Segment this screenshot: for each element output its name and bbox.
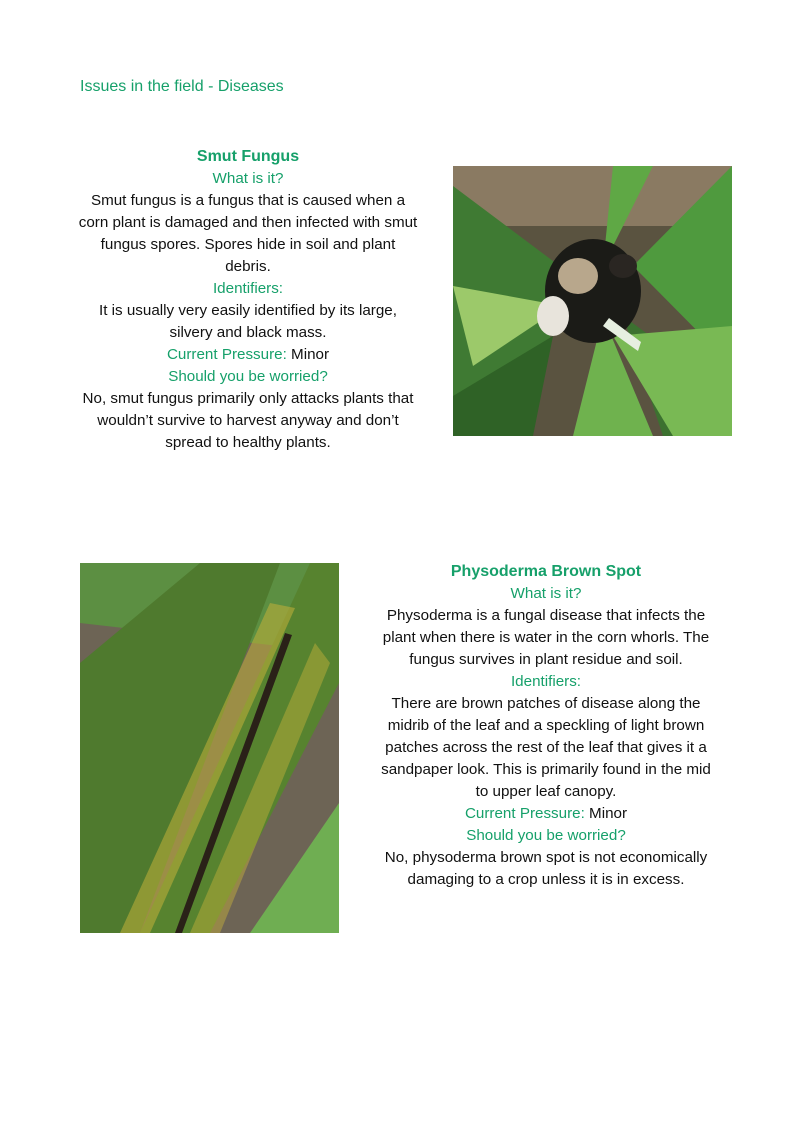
- physoderma-brown-spot-photo: [80, 563, 339, 933]
- current-pressure-label: Current Pressure:: [464, 805, 585, 822]
- worried-text: No, smut fungus primarily only attacks plants that wouldn’t survive to harvest anyway and don’t spread to healthy plants.: [82, 390, 414, 451]
- current-pressure-line: [78, 344, 418, 366]
- worried-text: No, physoderma brown spot is not economically damaging to a crop unless it is in excess.: [384, 849, 708, 888]
- identifiers-label: Identifiers:: [212, 280, 284, 297]
- what-is-it-text: Physoderma is a fungal disease that infects the plant when there is water in the corn whorls. The fungus survives in plant residue and soil.: [382, 607, 710, 668]
- what-is-it-label: What is it?: [212, 170, 284, 187]
- what-is-it-text: Smut fungus is a fungus that is caused when a corn plant is damaged and then infected with smut fungus spores. Spores hide in soil and plant debris.: [78, 192, 418, 275]
- current-pressure-label: Current Pressure:: [166, 346, 287, 363]
- current-pressure-value: Minor: [291, 346, 330, 363]
- section-heading: Smut Fungus: [196, 148, 300, 165]
- smut-fungus-photo: [453, 166, 732, 436]
- worried-label: Should you be worried?: [466, 827, 626, 844]
- page-title: Issues in the field - Diseases: [80, 78, 284, 95]
- identifiers-label: Identifiers:: [510, 673, 582, 690]
- current-pressure-line: [376, 803, 716, 825]
- smut-fungus-section: [78, 146, 418, 454]
- identifiers-text: There are brown patches of disease along the midrib of the leaf and a speckling of light brown patches across the rest of the leaf that gives it a sandpaper look. This is primarily found in the mid to upper leaf canopy.: [381, 695, 711, 800]
- identifiers-text: It is usually very easily identified by its large, silvery and black mass.: [99, 302, 397, 341]
- section-heading: Physoderma Brown Spot: [450, 563, 642, 580]
- what-is-it-label: What is it?: [510, 585, 582, 602]
- current-pressure-value: Minor: [589, 805, 628, 822]
- physoderma-brown-spot-section: [376, 561, 716, 891]
- worried-label: Should you be worried?: [168, 368, 328, 385]
